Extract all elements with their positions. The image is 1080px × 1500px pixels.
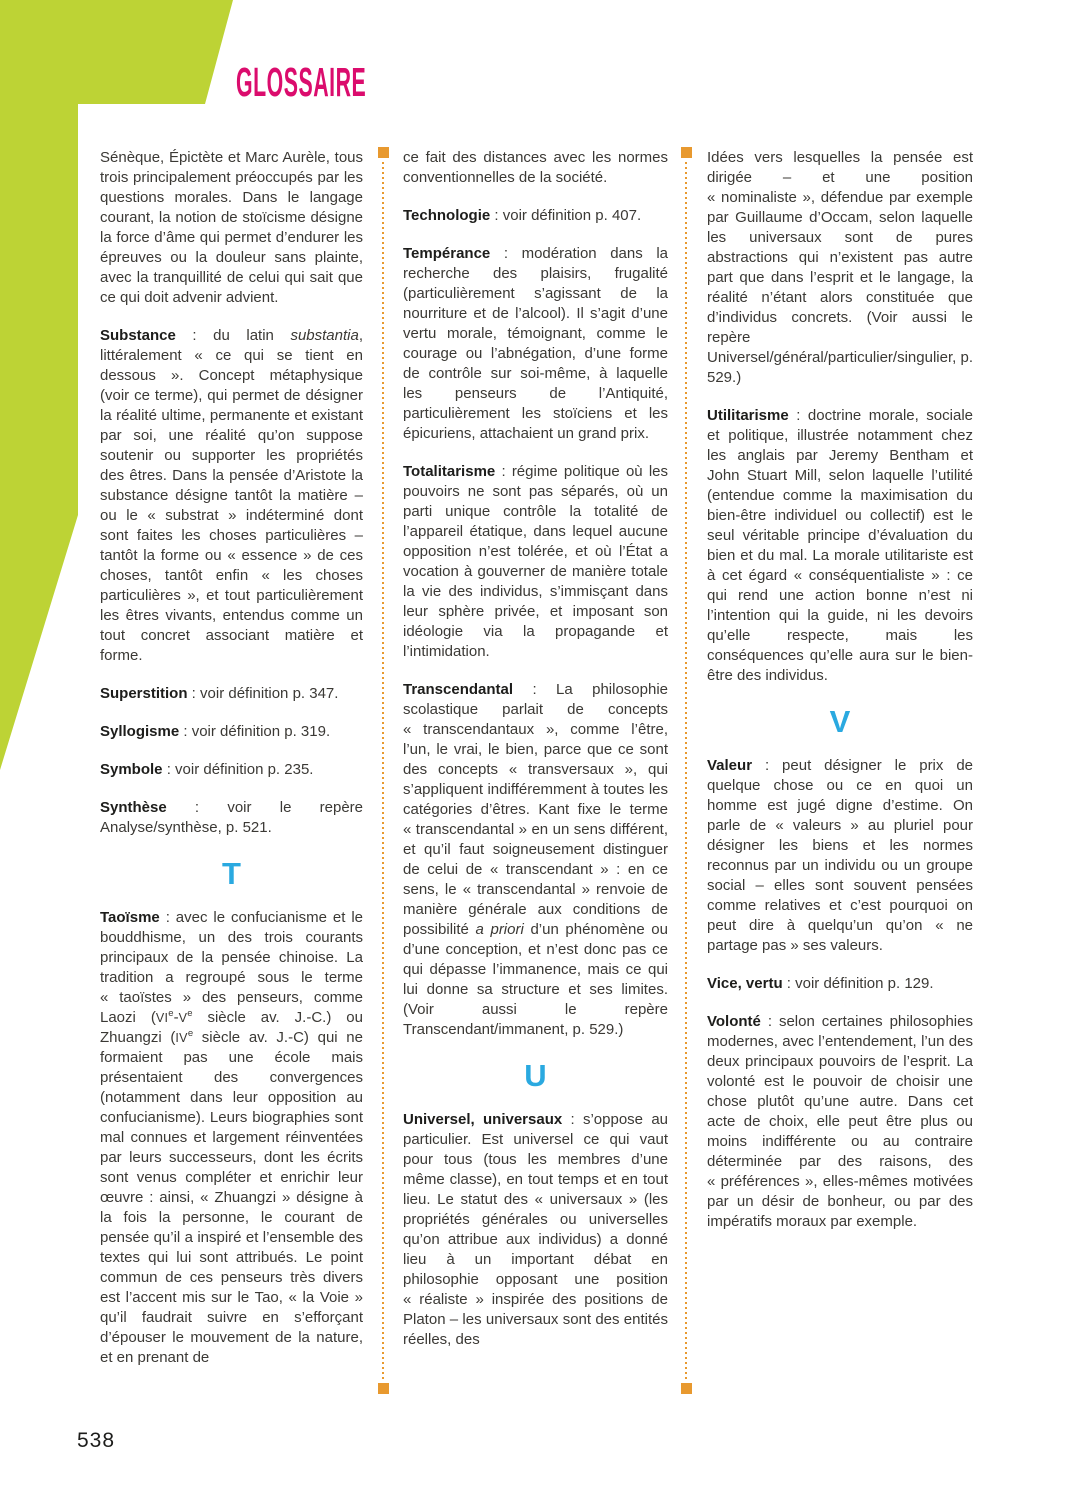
entry-body: : s’oppose au particulier. Est universel ce qui vaut pour tous (tous les membres d’une même classe), en tout temps et en tout lieu. Le statut des « universaux » (les propriétés générales ou universelles qu’on attribue aux individus) a donné lieu à un important débat en philosophie opposant une position « réaliste » inspirée des positions de Platon – les universaux sont des entités réelles, des: [403, 1111, 669, 1348]
entry-taoisme: [100, 908, 363, 1368]
entry-body: ce fait des distances avec les normes conventionnelles de la société.: [403, 149, 668, 186]
divider-dotted-line: [685, 162, 687, 1379]
entry-symbole: [100, 760, 363, 780]
divider-bottom-square: [681, 1383, 692, 1394]
entry-body: : voir définition p. 129.: [782, 975, 934, 992]
entry-substance: [100, 326, 363, 666]
entry-term: Totalitarisme: [403, 463, 496, 480]
glossary-column-3: [707, 148, 973, 1250]
entry-taoisme-continuation: [403, 148, 668, 188]
glossary-column-1: [100, 148, 363, 1386]
entry-term: Universel, universaux: [403, 1111, 563, 1128]
entry-body: : modération dans la recherche des plaisirs, frugalité (particulièrement s’agissant de la nourriture et de l’alcool). Il s’agit d’une vertu morale, témoignant, comme le courage ou l’abnégation, d’une forme de contrôle sur soi-même, à laquelle les penseurs de l’Antiquité, particulièrement les stoïciens et les épicuriens, attachaient un grand prix.: [403, 245, 668, 442]
entry-body: : voir définition p. 407.: [490, 207, 642, 224]
entry-volonte: [707, 1012, 973, 1232]
section-letter-t: T: [222, 856, 241, 891]
entry-utilitarisme: [707, 406, 973, 686]
entry-body: : avec le confucianisme et le bouddhisme, un des trois courants principaux de la pensée chinoise. La tradition a regroupé sous le terme « taoïstes » des penseurs, comme Laozi (VIe-Ve siècle av. J.-C.) ou Zhuangzi (IVe siècle av. J.-C) qui ne formaient pas une école mais présentaient des convergences (notamment dans leur opposition au confucianisme). Leurs biographies sont mal connues et largement réinventées par leurs successeurs, dont les écrits sont venus compléter et enrichir leur œuvre : ainsi, « Zhuangzi » désigne à la fois la personne, le courant de pensée qu’il a inspiré et l’ensemble des textes qui lui sont attribués. Le point commun de ces penseurs très divers est l’accent mis sur le Tao, « la Voie » qu’il faudrait suivre en s’efforçant d’épouser le mouvement de la nature, et en prenant de: [100, 909, 363, 1366]
entry-totalitarisme: [403, 462, 668, 662]
entry-body: : voir définition p. 319.: [179, 723, 331, 740]
entry-body: Idées vers lesquelles la pensée est dirigée – et une position « nominaliste », défendue par exemple par Guillaume d’Occam, selon laquelle les universaux sont de pures abstractions qui n’existent pas autre part que dans l’esprit et le langage, la réalité n’étant alors constituée que d’individus concrets. (Voir aussi le repère Universel/général/particulier/singulier, p. 529.): [707, 149, 973, 386]
entry-term: Vice, vertu: [707, 975, 783, 992]
entry-body: : régime politique où les pouvoirs ne sont pas séparés, où un parti unique contrôle la totalité de l’appareil étatique, dans lequel aucune opposition n’est tolérée, et où l’État a vocation à gouverner de manière totale la vie des individus, s’immisçant dans leur sphère privée, et imposant son idéologie via la propagande et l’intimidation.: [403, 463, 668, 660]
section-letter-v: V: [829, 704, 851, 739]
divider-dotted-line: [382, 162, 384, 1379]
entry-seneque-continuation: [100, 148, 363, 308]
divider-bottom-square: [378, 1383, 389, 1394]
entry-superstition: [100, 684, 363, 704]
column-divider-left: [378, 147, 389, 1394]
entry-body: : voir le repère Analyse/synthèse, p. 521.: [100, 799, 363, 836]
column-divider-right: [681, 147, 692, 1394]
entry-body: : du latin substantia, littéralement « ce qui se tient en dessous ». Concept métaphysique (voir ce terme), qui permet de désigner la réalité ultime, permanente et existant par soi, une réalité qu’on suppose soutenir ou supporter les propriétés des êtres. Dans la pensée d’Aristote la substance désigne tantôt la matière – ou le « substrat » indéterminé dont sont faites les choses particulières – tantôt la forme ou « essence » de ces choses, tantôt enfin « les choses particulières », et tout particulièrement les êtres vivants, entendus comme un tout concret associant matière et forme.: [100, 327, 363, 664]
page-title: GLOSSAIRE: [236, 59, 367, 105]
entry-valeur: [707, 756, 973, 956]
entry-term: Utilitarisme: [707, 407, 789, 424]
entry-synthese: [100, 798, 363, 838]
entry-syllogisme: [100, 722, 363, 742]
entry-body: : selon certaines philosophies modernes, avec l’entendement, l’un des deux principaux pouvoirs de l’esprit. La volonté est le pouvoir de choisir une chose plutôt qu’une autre. Dans cet acte de choix, elle peut être plus ou moins indifférente ou au contraire déterminée par des raisons, des « préférences », elles-mêmes motivées par un désir de bonheur, ou par des impératifs moraux par exemple.: [707, 1013, 973, 1230]
entry-body: : voir définition p. 235.: [162, 761, 314, 778]
entry-body: : voir définition p. 347.: [187, 685, 339, 702]
entry-term: Syllogisme: [100, 723, 180, 740]
entry-universel: [403, 1110, 668, 1350]
entry-body: : doctrine morale, sociale et politique, illustrée notamment chez les anglais par Jeremy Bentham et John Stuart Mill, selon laquelle l’utilité (entendue comme la maximisation du bien-être individuel ou collectif) est le seul véritable principe d’évaluation du bien et du mal. La morale utilitariste est à cet égard « conséquentialiste » : ce qui rend une action bonne n’est ni l’intention qui la guide, ni les devoirs qu’elle respecte, mais les conséquences qu’elle aura sur le bien-être des individus.: [707, 407, 973, 684]
entry-temperance: [403, 244, 668, 444]
entry-body: : peut désigner le prix de quelque chose ou ce en quoi un homme est jugé digne d’estime. On parle de « valeurs » au pluriel pour désigner les biens et les normes reconnus par un individu ou un groupe social – elles sont souvent pensées comme relatives et c’est pourquoi on peut dire à quelqu’un qu’on « ne partage pas » ses valeurs.: [707, 757, 973, 954]
entry-term: Valeur: [707, 757, 753, 774]
entry-universel-continuation: [707, 148, 973, 388]
entry-term: Synthèse: [100, 799, 167, 816]
page-number: 538: [77, 1429, 116, 1452]
entry-term: Volonté: [707, 1013, 761, 1030]
entry-term: Symbole: [100, 761, 163, 778]
glossary-column-2: [403, 148, 668, 1368]
entry-vice-vertu: [707, 974, 973, 994]
divider-top-square: [378, 147, 389, 158]
entry-term: Tempérance: [403, 245, 491, 262]
entry-term: Transcendantal: [403, 681, 514, 698]
entry-body: : La philosophie scolastique parlait de concepts « transcendantaux », comme l’être, l’un, le vrai, le bien, parce que ce sont des concepts « transversaux », qui s’appliquent indifféremment à toutes les catégories d’êtres. Kant fixe le terme « transcendantal » en un sens différent, et qu’il faut soigneusement distinguer de celui de « transcendant » : en ce sens, le « transcendantal » renvoie de manière générale aux conditions de possibilité a priori d’un phénomène ou d’une conception, et n’est donc pas ce qui dépasse l’immanence, mais ce qui lui donne sa structure et ses limites. (Voir aussi le repère Transcendant/immanent, p. 529.): [403, 681, 668, 1038]
divider-top-square: [681, 147, 692, 158]
section-letter-u: U: [524, 1058, 547, 1093]
entry-term: Superstition: [100, 685, 188, 702]
entry-term: Technologie: [403, 207, 491, 224]
entry-transcendantal: [403, 680, 668, 1040]
entry-body: Sénèque, Épictète et Marc Aurèle, tous trois principalement préoccupés par les questions morales. Dans le langage courant, la notion de stoïcisme désigne la force d’âme qui permet d’endurer les épreuves ou la douleur sans plainte, avec la tranquillité de celui qui sait que ce qui doit advenir advient.: [100, 149, 363, 306]
entry-term: Substance: [100, 327, 176, 344]
entry-term: Taoïsme: [100, 909, 160, 926]
entry-technologie: [403, 206, 668, 226]
